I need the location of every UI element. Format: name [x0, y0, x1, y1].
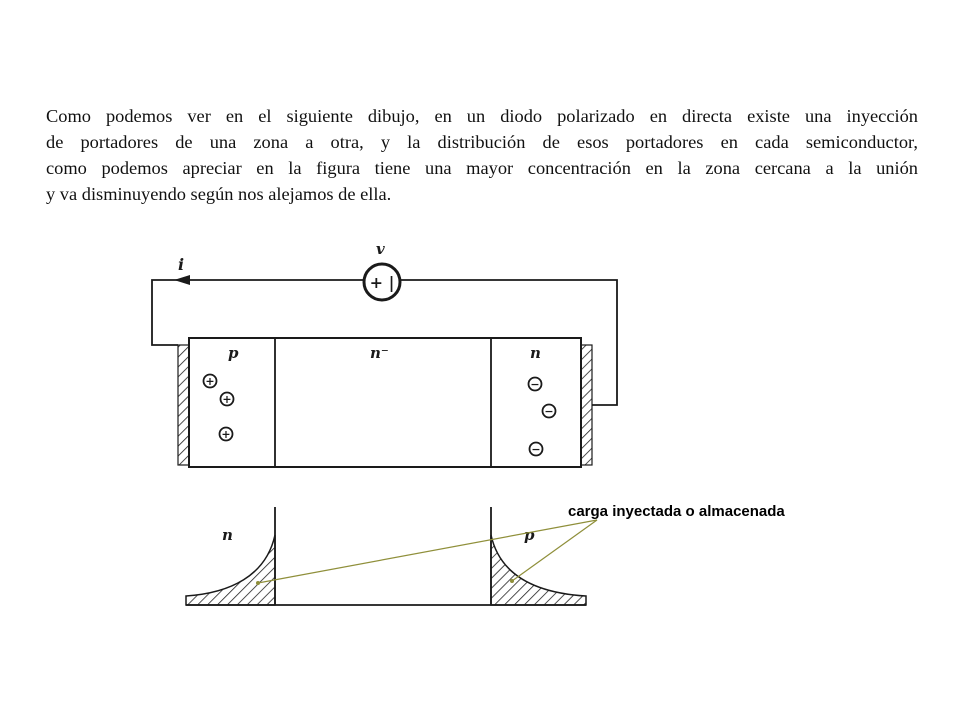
- annotation-pointer-tip: [256, 581, 260, 585]
- svg-text:+: +: [222, 393, 232, 406]
- injected-charge-right: [491, 535, 586, 605]
- svg-text:+: +: [205, 375, 215, 388]
- region-n-label: n: [530, 344, 541, 362]
- annotation-label: carga inyectada o almacenada: [568, 503, 785, 520]
- paragraph-line-3: como podemos apreciar en la figura tiene una mayor concentración en la zona cercana a la unión: [46, 158, 918, 178]
- paragraph-line-4: y va disminuyendo según nos alejamos de ella.: [46, 184, 392, 204]
- electron-carrier: [529, 378, 542, 392]
- region-p-label: p: [228, 344, 239, 362]
- current-label: i: [178, 255, 185, 274]
- electron-carrier: [530, 443, 543, 457]
- svg-text:−: −: [544, 405, 554, 418]
- plot-right-label: p: [524, 526, 535, 544]
- paragraph-line-2: de portadores de una zona a otra, y la distribución de esos portadores en cada semiconductor,: [46, 132, 918, 152]
- region-middle-label: n⁻: [370, 344, 389, 362]
- voltage-source-symbol: + |: [369, 273, 395, 292]
- annotation-pointer-tip: [510, 579, 514, 583]
- svg-text:+: +: [221, 428, 231, 441]
- voltage-label: v: [376, 240, 385, 258]
- paragraph-line-1: Como podemos ver en el siguiente dibujo, en un diodo polarizado en directa existe una inyección: [46, 106, 918, 126]
- hole-carrier: [221, 393, 234, 407]
- current-arrow: [174, 275, 190, 285]
- annotation-pointer-left: [258, 520, 597, 583]
- hole-carrier: [204, 375, 217, 389]
- hole-carrier: [220, 428, 233, 442]
- electron-carrier: [543, 405, 556, 419]
- svg-text:−: −: [530, 378, 540, 391]
- right-contact: [581, 345, 592, 465]
- injected-charge-left: [186, 535, 275, 605]
- left-contact: [178, 345, 189, 465]
- plot-left-label: n: [222, 526, 233, 544]
- svg-text:−: −: [531, 443, 541, 456]
